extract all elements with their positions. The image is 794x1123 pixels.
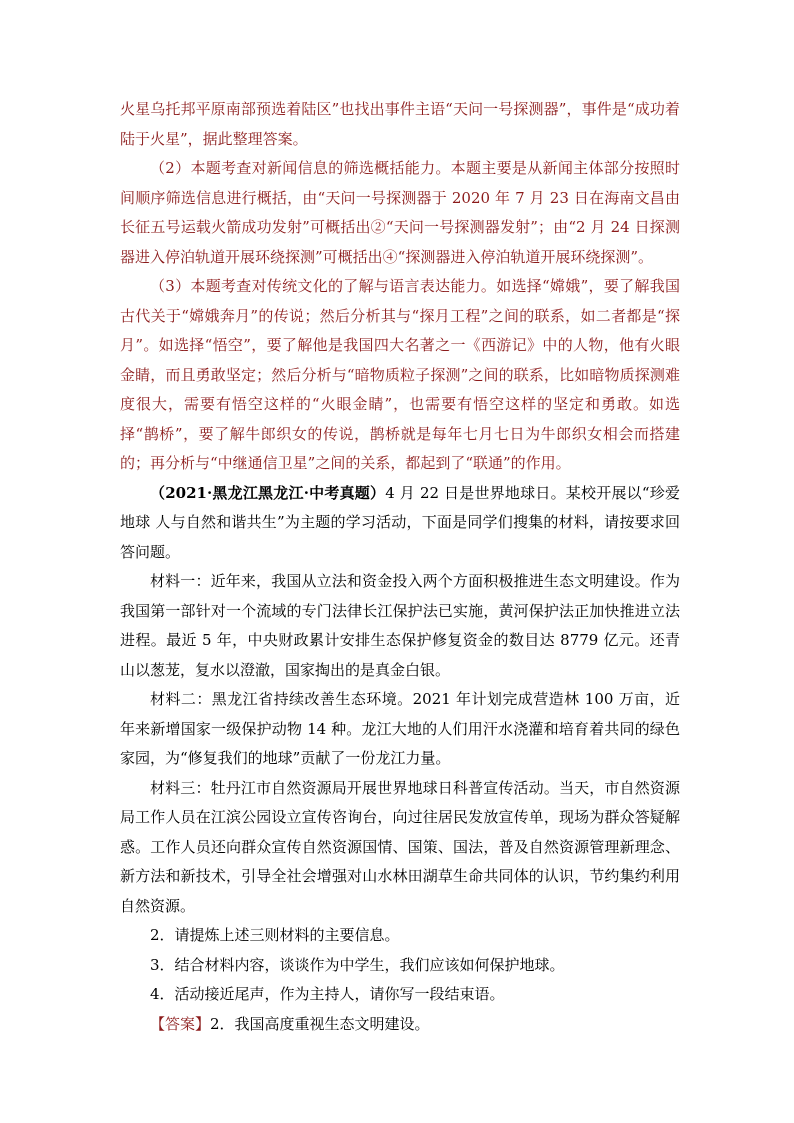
material-1: 材料一：近年来，我国从立法和资金投入两个方面积极推进生态文明建设。作为我国第一部针对一个流域的专门法律长江保护法已实施，黄河保护法正加快推进立法进程。最近 5 年，中央财政累计安排生态保护修复资金的数目达 8779 亿元。还青山以葱茏，复水以澄澈，国家掏出的是真金白银。 <box>120 572 680 679</box>
answer-paragraph <box>120 1010 680 1040</box>
question-2: 2．请提炼上述三则材料的主要信息。 <box>150 926 400 944</box>
answer-label: 【答案】 <box>150 1014 211 1033</box>
question-intro: 4 月 22 日是世界地球日。某校开展以“珍爱地球 人与自然和谐共生”为主题的学习活动，下面是同学们搜集的材料，请按要求回答问题。 <box>120 483 680 561</box>
question-3: 3．结合材料内容，谈谈作为中学生，我们应该如何保护地球。 <box>150 955 565 974</box>
question-intro-paragraph <box>120 479 680 568</box>
analysis-part-2: （2）本题考查对新闻信息的筛选概括能力。本题主要是从新闻主体部分按照时间顺序筛选信息进行概括，由“天问一号探测器于 2020 年 7 月 23 日在海南文昌由长征五号运载火箭成功发射”可概括出②“天问一号探测器发射”；由“2 月 24 日探测器进入停泊轨道开展环绕探测”可概括出④“探测器进入停泊轨道开展环绕探测”。 <box>120 159 680 266</box>
answer-text: 2．我国高度重视生态文明建设。 <box>210 1014 430 1033</box>
material-3: 材料三：牡丹江市自然资源局开展世界地球日科普宣传活动。当天，市自然资源局工作人员在江滨公园设立宣传咨询台，向过往居民发放宣传单，现场为群众答疑解惑。工作人员还向群众宣传自然资源国情、国策、国法，普及自然资源管理新理念、新方法和新技术，引导全社会增强对山水林田湖草生命共同体的认识，节约集约利用自然资源。 <box>120 778 680 915</box>
material-2: 材料二：黑龙江省持续改善生态环境。2021 年计划完成营造林 100 万亩，近年来新增国家一级保护动物 14 种。龙江大地的人们用汗水浇灌和培育着共同的绿色家园，为“修复我们的地球”贡献了一份龙江力量。 <box>120 690 680 767</box>
question-4: 4．活动接近尾声，作为主持人，请你写一段结束语。 <box>150 985 505 1003</box>
analysis-part-3: （3）本题考查对传统文化的了解与语言表达能力。如选择“嫦娥”，要了解我国古代关于“嫦娥奔月”的传说；然后分析其与“探月工程”之间的联系，如二者都是“探月”。如选择“悟空”，要了解他是我国四大名著之一《西游记》中的人物，他有火眼金睛，而且勇敢坚定；然后分析与“暗物质粒子探测”之间的联系，比如暗物质探测难度很大，需要有悟空这样的“火眼金睛”，也需要有悟空这样的坚定和勇敢。如选择“鹊桥”，要了解牛郎织女的传说，鹊桥就是每年七月七日为牛郎织女相会而搭建的；再分析与“中继通信卫星”之间的关系，都起到了“联通”的作用。 <box>120 277 680 472</box>
analysis-continuation: 火星乌托邦平原南部预选着陆区”也找出事件主语“天问一号探测器”，事件是“成功着陆于火星”，据此整理答案。 <box>120 100 680 148</box>
document-body <box>120 95 680 1039</box>
question-source: （2021·黑龙江黑龙江·中考真题） <box>150 483 386 502</box>
